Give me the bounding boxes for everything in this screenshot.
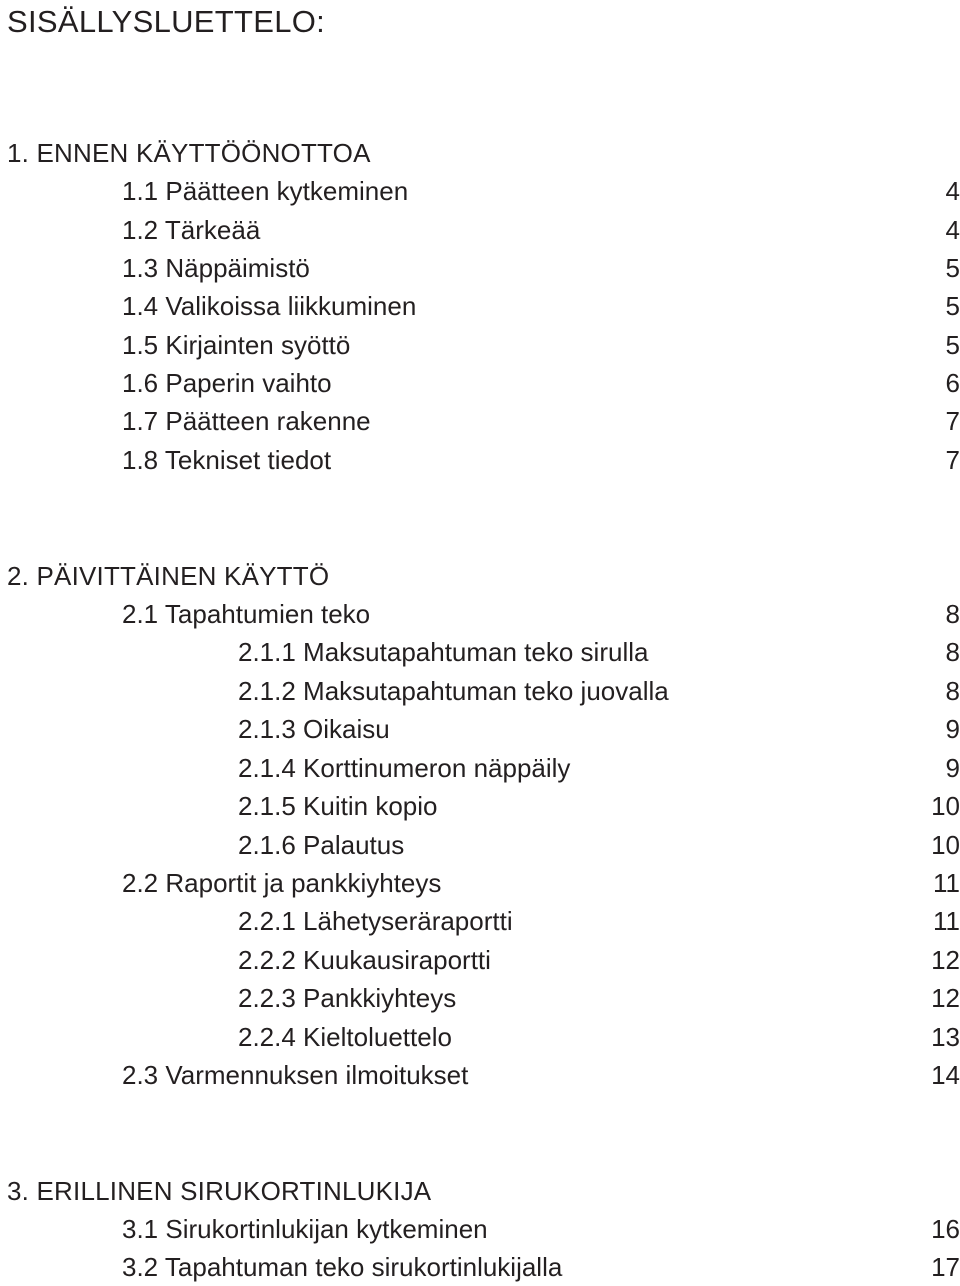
toc-subentry[interactable] [0,787,960,825]
toc-entry-page: 7 [945,406,960,436]
toc-subentry-label: 2.1.4 Korttinumeron näppäily [238,753,571,783]
toc-entry[interactable] [0,864,960,902]
section-heading-label: 3. ERILLINEN SIRUKORTINLUKIJA [7,1176,432,1206]
toc-entry[interactable] [0,249,960,287]
toc-entry-page: 5 [945,253,960,283]
toc-entry-page: 4 [945,215,960,245]
toc-subentry-label: 2.1.5 Kuitin kopio [238,791,438,821]
toc-subentry[interactable] [0,672,960,710]
toc-subentry-page: 9 [945,714,960,744]
toc-entry-label: 2.2 Raportit ja pankkiyhteys [122,868,442,898]
toc-entry[interactable] [0,1248,960,1286]
section-heading [0,134,960,172]
toc-entry[interactable] [0,287,960,325]
toc-subentry-page: 10 [931,791,960,821]
toc-subentry[interactable] [0,1018,960,1056]
toc-subentry-label: 2.1.6 Palautus [238,830,405,860]
toc-entry-label: 1.6 Paperin vaihto [122,368,332,398]
toc-entry-page: 8 [945,599,960,629]
toc-entry-label: 1.1 Päätteen kytkeminen [122,176,409,206]
toc-entry-label: 1.4 Valikoissa liikkuminen [122,291,417,321]
toc-entry-page: 5 [945,330,960,360]
toc-subentry-page: 12 [931,945,960,975]
toc-entry[interactable] [0,364,960,402]
toc-subentry[interactable] [0,749,960,787]
toc-entry[interactable] [0,402,960,440]
toc-entry-page: 5 [945,291,960,321]
toc-entry-label: 1.8 Tekniset tiedot [122,445,332,475]
toc-entry-page: 7 [945,445,960,475]
toc-entry-page: 16 [931,1214,960,1244]
toc-entry-label: 1.7 Päätteen rakenne [122,406,371,436]
toc-subentry-label: 2.2.4 Kieltoluettelo [238,1022,452,1052]
toc-entry[interactable] [0,326,960,364]
toc-entry[interactable] [0,211,960,249]
toc-subentry[interactable] [0,826,960,864]
toc-entry-label: 2.3 Varmennuksen ilmoitukset [122,1060,469,1090]
toc-subentry-page: 8 [945,637,960,667]
toc-subentry-label: 2.2.2 Kuukausiraportti [238,945,491,975]
toc-subentry-label: 2.2.3 Pankkiyhteys [238,983,457,1013]
section-heading-label: 2. PÄIVITTÄINEN KÄYTTÖ [7,561,330,591]
page-title: SISÄLLYSLUETTELO: [7,4,326,39]
toc-subentry-page: 12 [931,983,960,1013]
toc-subentry-page: 9 [945,753,960,783]
toc-subentry-page: 13 [931,1022,960,1052]
toc-subentry-label: 2.2.1 Lähetyseräraportti [238,906,513,936]
section-heading-label: 1. ENNEN KÄYTTÖÖNOTTOA [7,138,371,168]
toc-subentry[interactable] [0,979,960,1017]
toc-subentry[interactable] [0,710,960,748]
toc-subentry-label: 2.1.3 Oikaisu [238,714,390,744]
toc-entry[interactable] [0,1056,960,1094]
toc-entry-label: 3.2 Tapahtuman teko sirukortinlukijalla [122,1252,563,1282]
toc-subentry-page: 8 [945,676,960,706]
toc-entry-page: 11 [933,868,960,898]
toc-entry-page: 4 [945,176,960,206]
section-heading [0,557,960,595]
toc-entry[interactable] [0,1210,960,1248]
toc-entry-label: 2.1 Tapahtumien teko [122,599,371,629]
toc-subentry-page: 11 [933,906,960,936]
toc-subentry[interactable] [0,633,960,671]
toc-entry-page: 14 [931,1060,960,1090]
toc-entry-page: 17 [931,1252,960,1282]
toc-entry[interactable] [0,172,960,210]
toc-entry-label: 1.2 Tärkeää [122,215,261,245]
toc-entry-label: 3.1 Sirukortinlukijan kytkeminen [122,1214,488,1244]
toc-subentry-label: 2.1.1 Maksutapahtuman teko sirulla [238,637,649,667]
toc-entry[interactable] [0,595,960,633]
toc-entry[interactable] [0,441,960,479]
toc-entry-page: 6 [945,368,960,398]
toc-entry-label: 1.3 Näppäimistö [122,253,310,283]
toc-subentry-label: 2.1.2 Maksutapahtuman teko juovalla [238,676,669,706]
toc-entry-label: 1.5 Kirjainten syöttö [122,330,351,360]
section-heading [0,1172,960,1210]
toc-subentry[interactable] [0,902,960,940]
toc-subentry[interactable] [0,941,960,979]
toc-subentry-page: 10 [931,830,960,860]
